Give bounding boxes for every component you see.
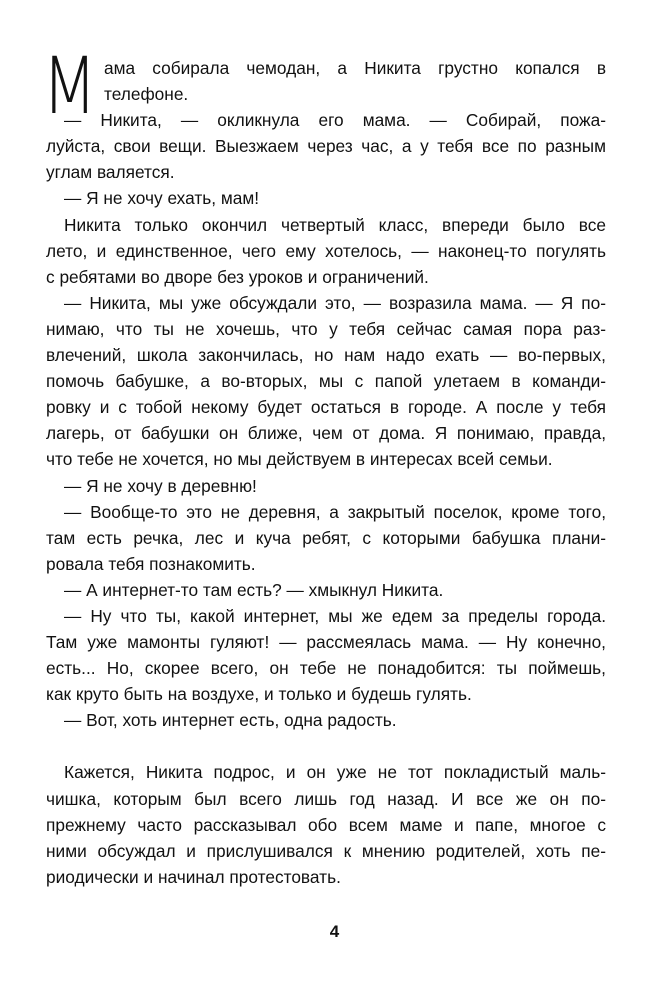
text-line: луйста, свои вещи. Выезжаем через час, а у тебя все по разным	[46, 136, 606, 157]
text-line: помочь бабушке, а во-вторых, мы с папой улетаем в команди-	[46, 371, 606, 392]
text-line: ними обсуждал и прислушивался к мнению родителей, хоть пе-	[46, 840, 606, 861]
text-line: как круто быть на воздухе, и только и будешь гулять.	[46, 684, 472, 705]
text-line: нимаю, что ты не хочешь, что у тебя сейчас самая пора раз-	[46, 318, 606, 339]
text-line: — А интернет-то там есть? — хмыкнул Никита.	[64, 579, 444, 600]
body-text	[42, 42, 606, 890]
text-line: Там уже мамонты гуляют! — рассмеялась мама. — Ну конечно,	[46, 632, 606, 653]
text-line: риодически и начинал протестовать.	[46, 866, 341, 887]
text-line: ровала тебя познакомить.	[46, 553, 256, 574]
text-line: — Ну что ты, какой интернет, мы же едем за пределы города.	[64, 605, 606, 626]
text-line: чишка, которым был всего лишь год назад. И все же он по-	[46, 788, 606, 809]
text-line: что тебе не хочется, но мы действуем в интересах всей семьи.	[46, 449, 553, 470]
text-line: телефоне.	[104, 84, 189, 105]
text-line: ровку и с тобой некому будет остаться в городе. А после у тебя	[46, 397, 606, 418]
text-line: ама собирала чемодан, а Никита грустно копался в	[104, 58, 606, 78]
text-line: с ребятами во дворе без уроков и ограничений.	[46, 266, 429, 287]
text-line: — Я не хочу ехать, мам!	[64, 188, 260, 209]
text-line: — Я не хочу в деревню!	[64, 475, 257, 496]
text-line: лето, и единственное, чего ему хотелось, — наконец-то погулять	[46, 240, 606, 261]
text-line: лагерь, от бабушки он ближе, чем от дома. Я понимаю, правда,	[46, 423, 606, 444]
text-line: — Никита, мы уже обсуждали это, — возразила мама. — Я по-	[64, 292, 606, 313]
page-number: 4	[329, 922, 340, 941]
text-line: Кажется, Никита подрос, и он уже не тот покладистый маль-	[64, 762, 606, 783]
text-line: там есть речка, лес и куча ребят, с которыми бабушка плани-	[46, 527, 606, 548]
text-line: — Вот, хоть интернет есть, одна радость.	[64, 710, 397, 731]
text-line: углам валяется.	[46, 162, 175, 183]
text-line: влечений, школа закончилась, но нам надо ехать — во-первых,	[46, 345, 606, 366]
section-break	[46, 733, 606, 759]
text-line: прежнему часто рассказывал обо всем маме и папе, многое с	[46, 814, 606, 835]
text-line: есть... Но, скорее всего, он тебе не понадобится: ты поймешь,	[46, 658, 606, 679]
text-line: — Никита, — окликнула его мама. — Собирай, пожа-	[64, 110, 606, 131]
text-line: — Вообще-то это не деревня, а закрытый поселок, кроме того,	[64, 501, 606, 522]
drop-cap: М	[42, 42, 98, 132]
text-line: Никита только окончил четвертый класс, впереди было все	[64, 214, 606, 235]
